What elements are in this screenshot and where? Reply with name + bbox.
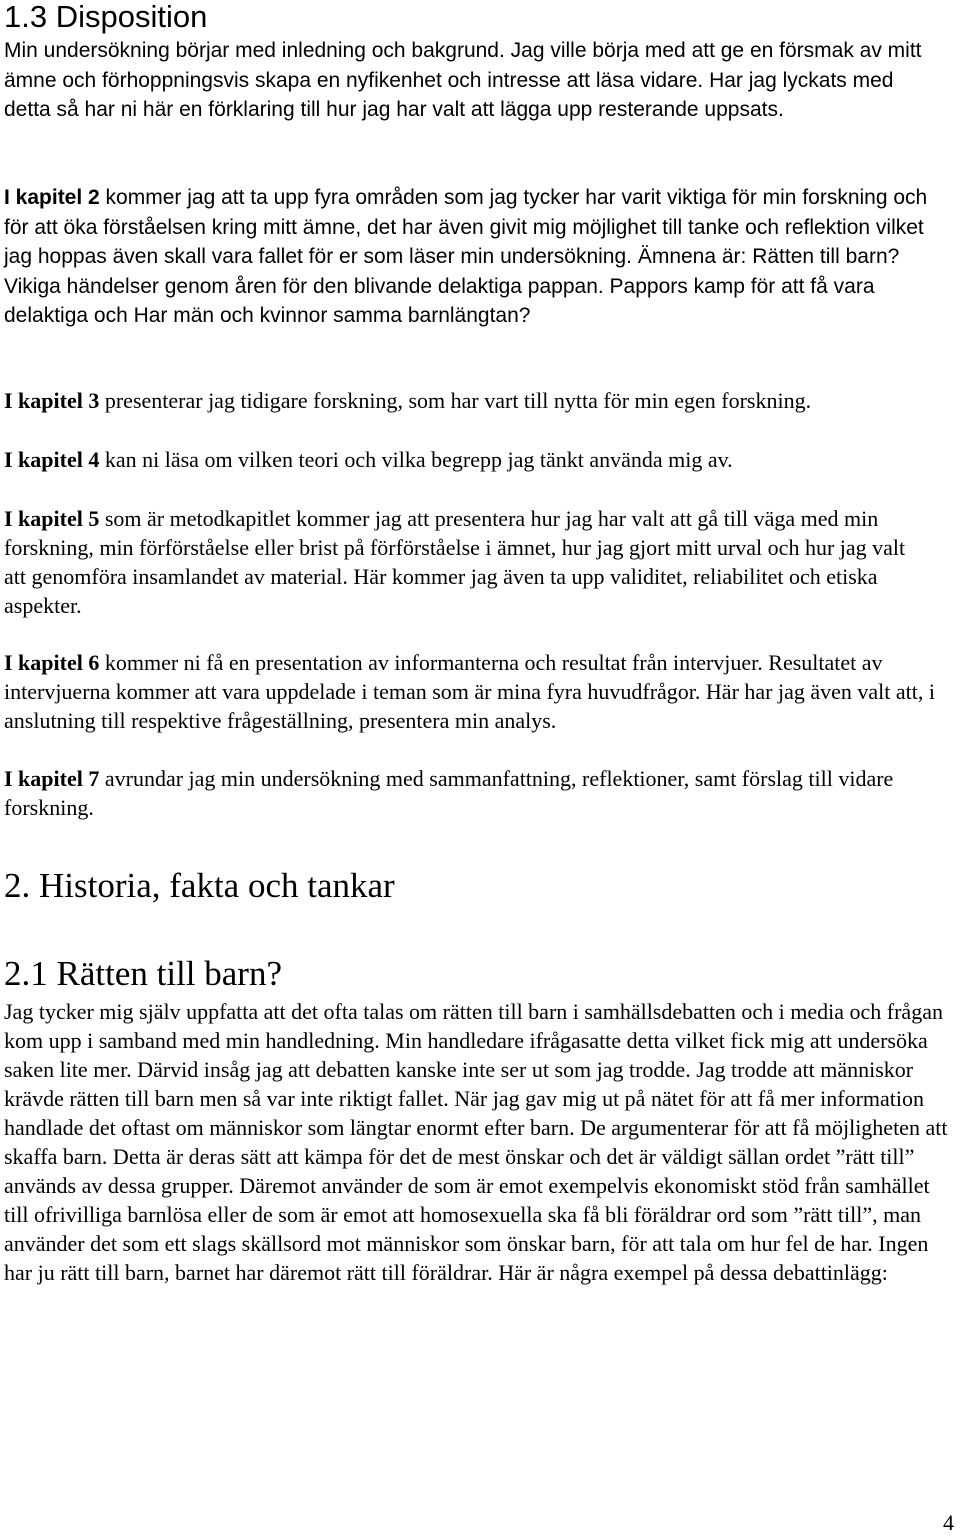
section-2-1-body: Jag tycker mig själv uppfatta att det ofta talas om rätten till barn i samhällsdebatten och i media och frågan kom upp i samband med min handledning. Min handledare ifrågasatte detta vilket fick mig att undersöka saken lite mer. Därvid insåg jag att debatten kanske inte ser ut som jag trodde. Jag trodde att människor krävde rätten till barn men så var inte riktigt fallet. När jag gav mig ut på nätet för att få mer information handlade det oftast om människor som längtar enormt efter barn. De argumenterar för att få möjligheten att skaffa barn. Detta är deras sätt att kämpa för det de mest önskar och det är väldigt sällan ordet ”rätt till” används av dessa grupper. Däremot använder de som är emot exempelvis ekonomiskt stöd från samhället till ofrivilliga barnlösa eller de som är emot att homosexuella ska få bli föräldrar ord som ”rätt till”, man använder det som ett slags skällsord mot människor som önskar barn, för att tala om hur fel de har. Ingen har ju rätt till barn, barnet har däremot rätt till föräldrar. Här är några exempel på dessa debattinlägg: [4, 999, 948, 1285]
chapter-5-text: som är metodkapitlet kommer jag att presentera hur jag har valt att gå till väga med min forskning, min förförståelse eller brist på förförståelse i ämnet, hur jag gjort mitt urval och hur jag valt att genomföra insamlandet av material. Här kommer jag även ta upp validitet, reliabilitet och etiska aspekter. [4, 506, 906, 618]
chapter-3-text: presenterar jag tidigare forskning, som har vart till nytta för min egen forskning. [99, 388, 812, 413]
chapter-4-text: kan ni läsa om vilken teori och vilka begrepp jag tänkt använda mig av. [99, 447, 733, 472]
chapter-4-paragraph [4, 445, 956, 474]
chapter-5-paragraph [4, 504, 932, 620]
section-heading-2: 2. Historia, fakta och tankar [4, 866, 395, 905]
chapter-2-lead: I kapitel 2 [4, 186, 100, 209]
chapter-2-paragraph [4, 183, 944, 331]
chapter-7-text: avrundar jag min undersökning med sammanfattning, reflektioner, samt förslag till vidare forskning. [4, 766, 894, 820]
chapter-6-paragraph [4, 648, 956, 735]
chapter-3-lead: I kapitel 3 [4, 388, 100, 413]
intro-paragraph: Min undersökning börjar med inledning och bakgrund. Jag ville börja med att ge en försmak av mitt ämne och förhoppningsvis skapa en nyfikenhet och intresse att läsa vidare. Har jag lyckats med detta så har ni här en förklaring till hur jag har valt att lägga upp resterande uppsats. [4, 39, 922, 121]
chapter-6-lead: I kapitel 6 [4, 650, 100, 675]
section-heading-2-1: 2.1 Rätten till barn? [4, 954, 282, 993]
page-number: 4 [943, 1510, 954, 1535]
chapter-7-lead: I kapitel 7 [4, 766, 100, 791]
chapter-3-paragraph [4, 386, 956, 415]
chapter-4-lead: I kapitel 4 [4, 447, 100, 472]
chapter-5-lead: I kapitel 5 [4, 506, 100, 531]
section-heading-1-3: 1.3 Disposition [4, 0, 208, 34]
chapter-7-paragraph [4, 764, 944, 822]
chapter-2-text: kommer jag att ta upp fyra områden som jag tycker har varit viktiga för min forskning och för att öka förståelsen kring mitt ämne, det har även givit mig möjlighet till tanke och reflektion vilket jag hoppas även skall vara fallet för er som läser min undersökning. Ämnena är: Rätten till barn? Vikiga händelser genom åren för den blivande delaktiga pappan. Pappors kamp för att få vara delaktiga och Har män och kvinnor samma barnlängtan? [4, 186, 928, 327]
chapter-6-text: kommer ni få en presentation av informanterna och resultat från intervjuer. Resultatet av intervjuerna kommer att vara uppdelade i teman som är mina fyra huvudfrågor. Här har jag även valt att, i anslutning till respektive frågeställning, presentera min analys. [4, 650, 935, 733]
